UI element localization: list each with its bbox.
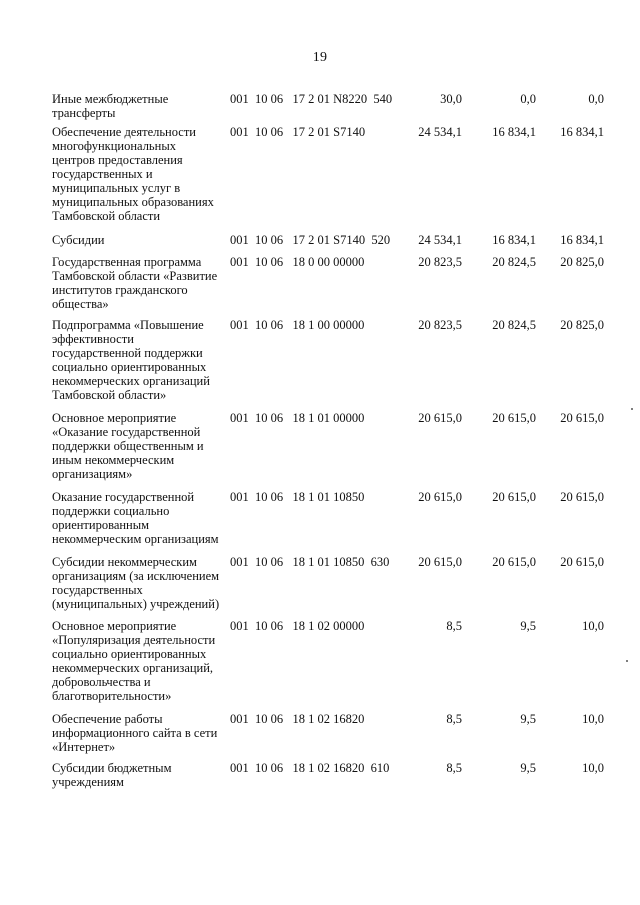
row-name: Обеспечение работы информационного сайта в сети «Интернет» [52, 712, 218, 754]
value-col-2: 9,5 [520, 761, 536, 775]
value-col-1: 8,5 [446, 712, 462, 726]
value-col-3: 20 825,0 [560, 318, 604, 332]
row-name: Оказание государственной поддержки социально ориентированным некоммерческим организациям [52, 490, 219, 546]
value-col-1: 20 615,0 [418, 555, 462, 569]
value-col-2: 20 615,0 [492, 490, 536, 504]
value-col-2: 20 615,0 [492, 411, 536, 425]
value-col-2: 0,0 [520, 92, 536, 106]
row-codes: 001 10 06 18 1 02 16820 610 [230, 761, 390, 775]
row-codes: 001 10 06 17 2 01 N8220 540 [230, 92, 393, 106]
value-col-3: 16 834,1 [560, 125, 604, 139]
row-name: Субсидии бюджетным учреждениям [52, 761, 172, 789]
value-col-2: 16 834,1 [492, 233, 536, 247]
row-codes: 001 10 06 18 1 00 00000 [230, 318, 365, 332]
row-name: Обеспечение деятельности многофункциональных центров предоставления государственных и муниципальных услуг в муниципальных образованиях Тамбовской области [52, 125, 214, 223]
row-codes: 001 10 06 17 2 01 S7140 520 [230, 233, 391, 247]
row-codes: 001 10 06 18 1 01 10850 630 [230, 555, 390, 569]
page-number: 19 [312, 50, 328, 65]
row-name: Субсидии некоммерческим организациям (за исключением государственных (муниципальных) учреждений) [52, 555, 220, 611]
row-codes: 001 10 06 17 2 01 S7140 [230, 125, 366, 139]
row-codes: 001 10 06 18 1 01 10850 [230, 490, 365, 504]
row-name: Основное мероприятие «Оказание государственной поддержки общественным и иным некоммерческим организациям» [52, 411, 204, 481]
value-col-3: 16 834,1 [560, 233, 604, 247]
row-name: Субсидии [52, 233, 105, 247]
row-codes: 001 10 06 18 0 00 00000 [230, 255, 365, 269]
value-col-3: 20 615,0 [560, 555, 604, 569]
value-col-1: 24 534,1 [418, 125, 462, 139]
value-col-2: 20 824,5 [492, 255, 536, 269]
row-name: Основное мероприятие «Популяризация деятельности социально ориентированных некоммерческих организаций, добровольчества и благотворительности» [52, 619, 216, 703]
value-col-1: 20 823,5 [418, 255, 462, 269]
row-codes: 001 10 06 18 1 01 00000 [230, 411, 365, 425]
scan-speck [626, 660, 628, 662]
value-col-3: 0,0 [588, 92, 604, 106]
value-col-2: 9,5 [520, 712, 536, 726]
row-name: Подпрограмма «Повышение эффективности государственной поддержки социально ориентированных некоммерческих организаций Тамбовской области» [52, 318, 210, 402]
value-col-1: 20 615,0 [418, 411, 462, 425]
value-col-2: 16 834,1 [492, 125, 536, 139]
row-name: Иные межбюджетные трансферты [52, 92, 169, 120]
value-col-1: 20 615,0 [418, 490, 462, 504]
value-col-1: 24 534,1 [418, 233, 462, 247]
value-col-2: 20 824,5 [492, 318, 536, 332]
value-col-1: 8,5 [446, 619, 462, 633]
value-col-1: 30,0 [440, 92, 462, 106]
value-col-3: 10,0 [582, 619, 604, 633]
value-col-2: 9,5 [520, 619, 536, 633]
value-col-3: 20 825,0 [560, 255, 604, 269]
value-col-1: 20 823,5 [418, 318, 462, 332]
value-col-2: 20 615,0 [492, 555, 536, 569]
value-col-3: 20 615,0 [560, 490, 604, 504]
value-col-3: 10,0 [582, 761, 604, 775]
row-codes: 001 10 06 18 1 02 00000 [230, 619, 365, 633]
value-col-1: 8,5 [446, 761, 462, 775]
row-codes: 001 10 06 18 1 02 16820 [230, 712, 365, 726]
value-col-3: 10,0 [582, 712, 604, 726]
value-col-3: 20 615,0 [560, 411, 604, 425]
scan-speck [631, 408, 633, 410]
row-name: Государственная программа Тамбовской области «Развитие институтов гражданского общества» [52, 255, 218, 311]
